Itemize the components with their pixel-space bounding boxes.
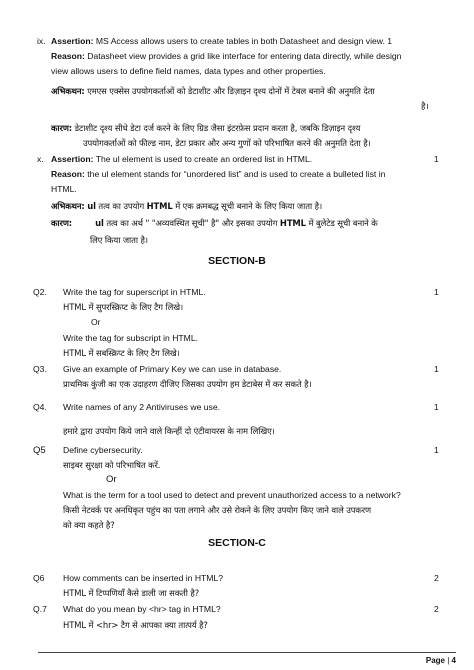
or-separator: Or <box>91 317 101 327</box>
marks: 2 <box>434 573 439 583</box>
section-heading: SECTION-B <box>208 255 266 267</box>
page-label: Page <box>425 656 445 665</box>
reason-label: Reason: <box>51 169 85 179</box>
hindi-assertion-line <box>51 202 322 210</box>
question-text-hindi: HTML में सबस्क्रिप्ट के लिए टैग लिखे। <box>63 348 180 358</box>
question-text: Write names of any 2 Antiviruses we use. <box>63 402 220 412</box>
question-number: Q5 <box>33 445 46 456</box>
hindi-reason-line <box>51 219 378 227</box>
question-text: Write the tag for subscript in HTML. <box>63 333 198 343</box>
question-text: Write the tag for superscript in HTML. <box>63 287 206 297</box>
question-number: Q.7 <box>33 604 47 614</box>
marks: 1 <box>434 154 439 164</box>
question-text-hindi: HTML में टिप्पणियाँ कैसे डाली जा सकती है? <box>63 588 200 598</box>
marks: 1 <box>434 402 439 412</box>
question-text: How comments can be inserted in HTML? <box>63 573 224 583</box>
page-footer <box>426 657 456 665</box>
hindi-assertion-text: एमएस एक्सेस उपयोगकर्ताओं को डेटाशीट और डिज़ाइन दृश्य दोनों में टेबल बनाने की अनुमति देता <box>87 86 375 96</box>
hindi-assertion-label: अभिकथन: <box>51 201 85 211</box>
hindi-reason-label: कारण: <box>51 123 73 133</box>
question-text-hindi: HTML में <hr> टैग से आपका क्या तात्पर्य है? <box>63 620 208 630</box>
hindi-reason-line <box>51 124 360 132</box>
assertion-label: Assertion: <box>51 154 94 164</box>
marks: 1 <box>434 287 439 297</box>
reason-text: the ul element stands for “unordered list” and is used to create a bulleted list in <box>87 169 386 179</box>
page-number: 4 <box>451 656 456 665</box>
hindi-reason-label: कारण: <box>51 218 73 228</box>
question-number: ix. <box>37 36 46 46</box>
footer-rule <box>38 652 456 653</box>
assertion-label: Assertion: <box>51 36 94 46</box>
marks: 1 <box>434 364 439 374</box>
hindi-reason-text-cont: लिए किया जाता है। <box>90 235 148 245</box>
or-separator: Or <box>106 474 117 485</box>
reason-text-cont: view allows users to define field names, data types and other properties. <box>51 66 326 76</box>
marks: 1 <box>434 445 439 455</box>
marks: 1 <box>387 36 393 46</box>
question-text: Give an example of Primary Key we can use in database. <box>63 364 282 374</box>
question-text-hindi-cont: को क्या कहते है? <box>63 520 115 530</box>
hindi-assertion-line <box>51 87 375 95</box>
reason-label: Reason: <box>51 51 85 61</box>
question-text-hindi: प्राथमिक कुंजी का एक उदाहरण दीजिए जिसका उपयोग हम डेटाबेस में कर सकते है। <box>63 379 312 389</box>
question-number: x. <box>37 154 44 164</box>
hindi-assertion-keyword: ul <box>87 201 96 211</box>
hindi-reason-keyword-html: HTML <box>279 218 306 228</box>
assertion-text: The ul element is used to create an ordered list in HTML. <box>95 154 313 164</box>
question-text-hindi: हमारे द्वारा उपयोग किये जाने वाले किन्हीं दो एंटीवायरस के नाम लिखिए। <box>63 426 275 436</box>
question-text-hindi: किसी नेटवर्क पर अनधिकृत पहुंच का पता लगाने और उसे रोकने के लिए उपयोग किए जाने वाले उपकरण <box>63 505 371 515</box>
hindi-assertion-text-rest: में एक क्रमबद्ध सूची बनाने के लिए किया जाता है। <box>175 201 323 211</box>
hindi-assertion-text-cont: है। <box>421 101 429 111</box>
question-text: What do you mean by <hr> tag in HTML? <box>63 604 221 614</box>
reason-line <box>51 170 385 179</box>
hindi-assertion-keyword-html: HTML <box>146 201 173 211</box>
hindi-reason-text-cont: उपयोगकर्ताओं को फील्ड नाम, डेटा प्रकार और अन्य गुणों को परिभाषित करने की अनुमति देता है। <box>83 138 371 148</box>
hindi-assertion-label: अभिकथन: <box>51 86 85 96</box>
hindi-assertion-text: तत्व का उपयोग <box>98 201 145 211</box>
reason-line <box>51 52 401 61</box>
question-number: Q3. <box>33 364 47 374</box>
page-separator: | <box>447 656 450 665</box>
section-heading: SECTION-C <box>208 537 266 549</box>
reason-text-cont: HTML. <box>51 184 77 194</box>
question-number: Q2. <box>33 287 47 297</box>
marks: 2 <box>434 604 439 614</box>
question-text-hindi: HTML में सुपरस्क्रिप्ट के लिए टैग लिखे। <box>63 302 184 312</box>
question-text-hindi: साइबर सुरक्षा को परिभाषित करें. <box>63 460 161 470</box>
hindi-reason-text-rest: में बुलेटेड सूची बनाने के <box>308 218 378 228</box>
hindi-reason-text: डेटाशीट दृश्य सीधे डेटा दर्ज करने के लिए ग्रिड जैसा इंटरफ़ेस प्रदान करता है, जबकि डिज़ाइन दृश्य <box>74 123 361 133</box>
assertion-line <box>51 155 312 164</box>
hindi-reason-text: तत्व का अर्थ " "अव्यवस्थित सूची" है" और इसका उपयोग <box>106 218 278 228</box>
question-text: What is the term for a tool used to detect and prevent unauthorized access to a network? <box>63 490 401 500</box>
hindi-reason-keyword: ul <box>95 218 104 228</box>
question-number: Q4. <box>33 402 47 412</box>
assertion-line <box>51 37 392 46</box>
reason-text: Datasheet view provides a grid like interface for entering data directly, while design <box>87 51 402 61</box>
question-number: Q6 <box>33 573 45 583</box>
assertion-text: MS Access allows users to create tables in both Datasheet and design view. <box>95 36 385 46</box>
question-text: Define cybersecurity. <box>63 445 143 455</box>
